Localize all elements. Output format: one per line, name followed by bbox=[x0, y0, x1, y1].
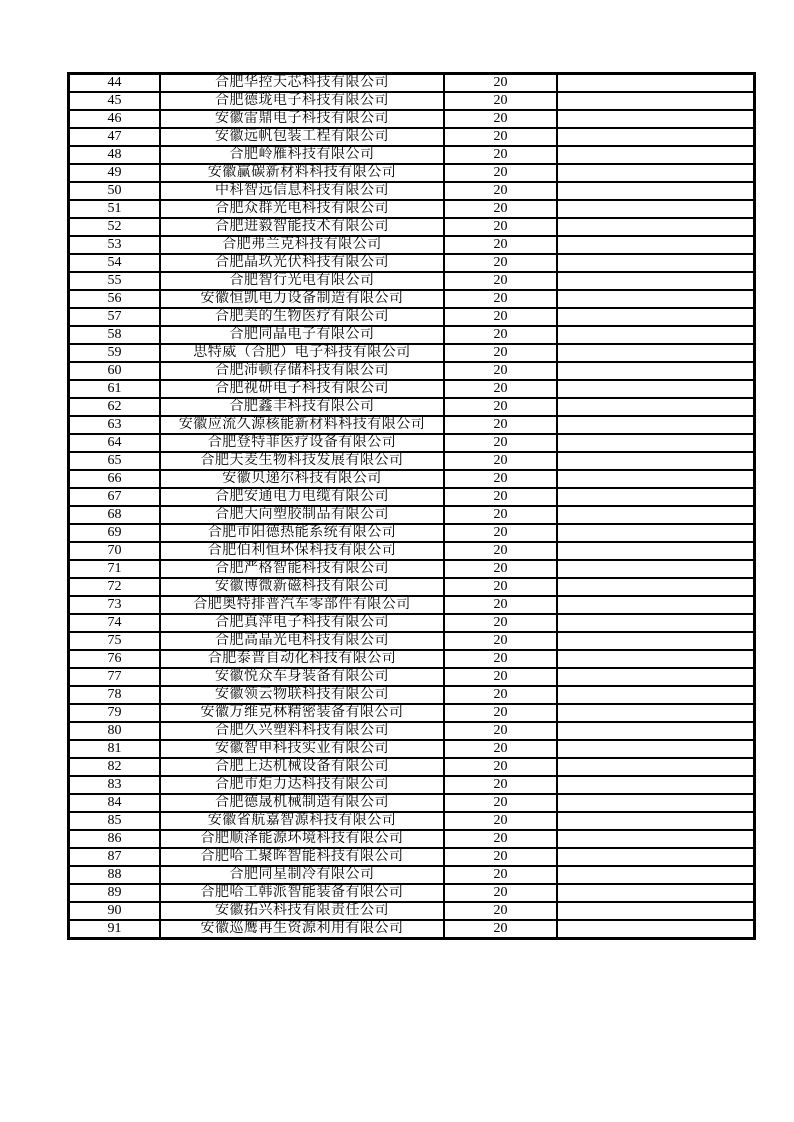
company-name-cell: 合肥同星制冷有限公司 bbox=[160, 866, 444, 884]
table-row bbox=[69, 776, 755, 794]
remark-cell bbox=[557, 812, 755, 830]
company-name-cell: 合肥华控天芯科技有限公司 bbox=[160, 74, 444, 93]
table-row bbox=[69, 830, 755, 848]
company-name-cell: 安徽悦众车身装备有限公司 bbox=[160, 668, 444, 686]
value-cell: 20 bbox=[444, 434, 557, 452]
company-name-cell: 安徽拓兴科技有限责任公司 bbox=[160, 902, 444, 920]
remark-cell bbox=[557, 830, 755, 848]
value-cell: 20 bbox=[444, 470, 557, 488]
table-row bbox=[69, 614, 755, 632]
value-cell: 20 bbox=[444, 542, 557, 560]
company-name-cell: 合肥德珑电子科技有限公司 bbox=[160, 92, 444, 110]
table-row bbox=[69, 164, 755, 182]
row-number-cell: 69 bbox=[69, 524, 161, 542]
company-name-cell: 安徽远帆包装工程有限公司 bbox=[160, 128, 444, 146]
value-cell: 20 bbox=[444, 794, 557, 812]
table-row bbox=[69, 200, 755, 218]
remark-cell bbox=[557, 704, 755, 722]
table-row bbox=[69, 668, 755, 686]
table-row bbox=[69, 308, 755, 326]
value-cell: 20 bbox=[444, 272, 557, 290]
table-row bbox=[69, 794, 755, 812]
row-number-cell: 65 bbox=[69, 452, 161, 470]
value-cell: 20 bbox=[444, 686, 557, 704]
remark-cell bbox=[557, 164, 755, 182]
company-name-cell: 安徽万维克林精密装备有限公司 bbox=[160, 704, 444, 722]
value-cell: 20 bbox=[444, 452, 557, 470]
company-name-cell: 合肥美的生物医疗有限公司 bbox=[160, 308, 444, 326]
table-row bbox=[69, 74, 755, 93]
table-row bbox=[69, 848, 755, 866]
row-number-cell: 86 bbox=[69, 830, 161, 848]
table-row bbox=[69, 596, 755, 614]
company-name-cell: 安徽博微新磁科技有限公司 bbox=[160, 578, 444, 596]
remark-cell bbox=[557, 362, 755, 380]
remark-cell bbox=[557, 470, 755, 488]
row-number-cell: 73 bbox=[69, 596, 161, 614]
remark-cell bbox=[557, 614, 755, 632]
row-number-cell: 71 bbox=[69, 560, 161, 578]
value-cell: 20 bbox=[444, 128, 557, 146]
table-row bbox=[69, 812, 755, 830]
row-number-cell: 66 bbox=[69, 470, 161, 488]
table-row bbox=[69, 398, 755, 416]
value-cell: 20 bbox=[444, 920, 557, 939]
value-cell: 20 bbox=[444, 740, 557, 758]
remark-cell bbox=[557, 902, 755, 920]
company-name-cell: 合肥安通电力电缆有限公司 bbox=[160, 488, 444, 506]
remark-cell bbox=[557, 200, 755, 218]
value-cell: 20 bbox=[444, 344, 557, 362]
value-cell: 20 bbox=[444, 578, 557, 596]
value-cell: 20 bbox=[444, 524, 557, 542]
row-number-cell: 60 bbox=[69, 362, 161, 380]
value-cell: 20 bbox=[444, 164, 557, 182]
row-number-cell: 77 bbox=[69, 668, 161, 686]
table-row bbox=[69, 416, 755, 434]
table-row bbox=[69, 866, 755, 884]
row-number-cell: 75 bbox=[69, 632, 161, 650]
row-number-cell: 84 bbox=[69, 794, 161, 812]
company-name-cell: 合肥沛顿存储科技有限公司 bbox=[160, 362, 444, 380]
remark-cell bbox=[557, 146, 755, 164]
value-cell: 20 bbox=[444, 560, 557, 578]
value-cell: 20 bbox=[444, 506, 557, 524]
table-row bbox=[69, 110, 755, 128]
company-name-cell: 合肥晶玖光伏科技有限公司 bbox=[160, 254, 444, 272]
company-name-cell: 合肥德晟机械制造有限公司 bbox=[160, 794, 444, 812]
table-row bbox=[69, 146, 755, 164]
row-number-cell: 90 bbox=[69, 902, 161, 920]
value-cell: 20 bbox=[444, 650, 557, 668]
table-row bbox=[69, 902, 755, 920]
value-cell: 20 bbox=[444, 326, 557, 344]
row-number-cell: 49 bbox=[69, 164, 161, 182]
value-cell: 20 bbox=[444, 362, 557, 380]
company-name-cell: 安徽领云物联科技有限公司 bbox=[160, 686, 444, 704]
remark-cell bbox=[557, 524, 755, 542]
table-row bbox=[69, 542, 755, 560]
table-row bbox=[69, 254, 755, 272]
remark-cell bbox=[557, 578, 755, 596]
remark-cell bbox=[557, 758, 755, 776]
table-row bbox=[69, 920, 755, 939]
value-cell: 20 bbox=[444, 722, 557, 740]
remark-cell bbox=[557, 416, 755, 434]
row-number-cell: 80 bbox=[69, 722, 161, 740]
company-name-cell: 安徽雷鼎电子科技有限公司 bbox=[160, 110, 444, 128]
row-number-cell: 81 bbox=[69, 740, 161, 758]
row-number-cell: 64 bbox=[69, 434, 161, 452]
row-number-cell: 44 bbox=[69, 74, 161, 93]
company-name-cell: 合肥鑫丰科技有限公司 bbox=[160, 398, 444, 416]
company-name-cell: 合肥市阳德热能系统有限公司 bbox=[160, 524, 444, 542]
row-number-cell: 46 bbox=[69, 110, 161, 128]
row-number-cell: 58 bbox=[69, 326, 161, 344]
company-name-cell: 合肥市炬力达科技有限公司 bbox=[160, 776, 444, 794]
value-cell: 20 bbox=[444, 704, 557, 722]
remark-cell bbox=[557, 92, 755, 110]
row-number-cell: 47 bbox=[69, 128, 161, 146]
row-number-cell: 68 bbox=[69, 506, 161, 524]
row-number-cell: 57 bbox=[69, 308, 161, 326]
row-number-cell: 63 bbox=[69, 416, 161, 434]
table-row bbox=[69, 740, 755, 758]
value-cell: 20 bbox=[444, 146, 557, 164]
table-row bbox=[69, 182, 755, 200]
value-cell: 20 bbox=[444, 830, 557, 848]
company-name-cell: 合肥哈工聚晖智能科技有限公司 bbox=[160, 848, 444, 866]
value-cell: 20 bbox=[444, 614, 557, 632]
table-row bbox=[69, 506, 755, 524]
value-cell: 20 bbox=[444, 308, 557, 326]
row-number-cell: 82 bbox=[69, 758, 161, 776]
table-row bbox=[69, 560, 755, 578]
company-name-cell: 合肥伯利恒环保科技有限公司 bbox=[160, 542, 444, 560]
row-number-cell: 52 bbox=[69, 218, 161, 236]
value-cell: 20 bbox=[444, 380, 557, 398]
remark-cell bbox=[557, 722, 755, 740]
remark-cell bbox=[557, 920, 755, 939]
row-number-cell: 83 bbox=[69, 776, 161, 794]
value-cell: 20 bbox=[444, 596, 557, 614]
table-row bbox=[69, 344, 755, 362]
remark-cell bbox=[557, 686, 755, 704]
value-cell: 20 bbox=[444, 812, 557, 830]
company-name-cell: 安徽应流久源核能新材料科技有限公司 bbox=[160, 416, 444, 434]
table-row bbox=[69, 452, 755, 470]
value-cell: 20 bbox=[444, 758, 557, 776]
company-name-cell: 安徽恒凯电力设备制造有限公司 bbox=[160, 290, 444, 308]
value-cell: 20 bbox=[444, 398, 557, 416]
value-cell: 20 bbox=[444, 200, 557, 218]
row-number-cell: 50 bbox=[69, 182, 161, 200]
value-cell: 20 bbox=[444, 884, 557, 902]
remark-cell bbox=[557, 218, 755, 236]
table-row bbox=[69, 128, 755, 146]
table-row bbox=[69, 272, 755, 290]
remark-cell bbox=[557, 740, 755, 758]
table-row bbox=[69, 488, 755, 506]
company-name-cell: 合肥高晶光电科技有限公司 bbox=[160, 632, 444, 650]
value-cell: 20 bbox=[444, 848, 557, 866]
value-cell: 20 bbox=[444, 488, 557, 506]
remark-cell bbox=[557, 596, 755, 614]
table-row bbox=[69, 578, 755, 596]
row-number-cell: 87 bbox=[69, 848, 161, 866]
row-number-cell: 67 bbox=[69, 488, 161, 506]
table-row bbox=[69, 380, 755, 398]
remark-cell bbox=[557, 848, 755, 866]
row-number-cell: 78 bbox=[69, 686, 161, 704]
value-cell: 20 bbox=[444, 110, 557, 128]
value-cell: 20 bbox=[444, 254, 557, 272]
company-name-cell: 合肥众群光电科技有限公司 bbox=[160, 200, 444, 218]
row-number-cell: 62 bbox=[69, 398, 161, 416]
row-number-cell: 56 bbox=[69, 290, 161, 308]
company-name-cell: 合肥大向塑胶制品有限公司 bbox=[160, 506, 444, 524]
company-name-cell: 合肥真萍电子科技有限公司 bbox=[160, 614, 444, 632]
company-name-cell: 安徽贝递尔科技有限公司 bbox=[160, 470, 444, 488]
row-number-cell: 88 bbox=[69, 866, 161, 884]
company-name-cell: 安徽赢碳新材料科技有限公司 bbox=[160, 164, 444, 182]
table-row bbox=[69, 362, 755, 380]
remark-cell bbox=[557, 776, 755, 794]
remark-cell bbox=[557, 110, 755, 128]
value-cell: 20 bbox=[444, 866, 557, 884]
table-row bbox=[69, 434, 755, 452]
table-row bbox=[69, 470, 755, 488]
company-name-cell: 合肥泰晋自动化科技有限公司 bbox=[160, 650, 444, 668]
remark-cell bbox=[557, 488, 755, 506]
row-number-cell: 70 bbox=[69, 542, 161, 560]
table-row bbox=[69, 92, 755, 110]
remark-cell bbox=[557, 398, 755, 416]
row-number-cell: 72 bbox=[69, 578, 161, 596]
remark-cell bbox=[557, 74, 755, 93]
company-name-cell: 合肥岭雁科技有限公司 bbox=[160, 146, 444, 164]
company-name-cell: 合肥哈工韩派智能装备有限公司 bbox=[160, 884, 444, 902]
remark-cell bbox=[557, 344, 755, 362]
table-row bbox=[69, 704, 755, 722]
remark-cell bbox=[557, 632, 755, 650]
company-name-cell: 合肥同晶电子有限公司 bbox=[160, 326, 444, 344]
value-cell: 20 bbox=[444, 182, 557, 200]
table-row bbox=[69, 218, 755, 236]
value-cell: 20 bbox=[444, 902, 557, 920]
remark-cell bbox=[557, 236, 755, 254]
company-name-cell: 合肥久兴塑料科技有限公司 bbox=[160, 722, 444, 740]
company-roster-body bbox=[69, 74, 755, 939]
company-name-cell: 安徽巡鹰再生资源利用有限公司 bbox=[160, 920, 444, 939]
remark-cell bbox=[557, 272, 755, 290]
remark-cell bbox=[557, 182, 755, 200]
value-cell: 20 bbox=[444, 416, 557, 434]
row-number-cell: 48 bbox=[69, 146, 161, 164]
company-name-cell: 合肥天麦生物科技发展有限公司 bbox=[160, 452, 444, 470]
table-row bbox=[69, 632, 755, 650]
remark-cell bbox=[557, 506, 755, 524]
value-cell: 20 bbox=[444, 236, 557, 254]
row-number-cell: 45 bbox=[69, 92, 161, 110]
company-name-cell: 思特威（合肥）电子科技有限公司 bbox=[160, 344, 444, 362]
row-number-cell: 89 bbox=[69, 884, 161, 902]
company-name-cell: 合肥弗兰克科技有限公司 bbox=[160, 236, 444, 254]
row-number-cell: 55 bbox=[69, 272, 161, 290]
value-cell: 20 bbox=[444, 92, 557, 110]
remark-cell bbox=[557, 542, 755, 560]
value-cell: 20 bbox=[444, 74, 557, 93]
row-number-cell: 74 bbox=[69, 614, 161, 632]
remark-cell bbox=[557, 866, 755, 884]
row-number-cell: 59 bbox=[69, 344, 161, 362]
company-name-cell: 合肥上达机械设备有限公司 bbox=[160, 758, 444, 776]
remark-cell bbox=[557, 326, 755, 344]
value-cell: 20 bbox=[444, 290, 557, 308]
row-number-cell: 76 bbox=[69, 650, 161, 668]
remark-cell bbox=[557, 560, 755, 578]
company-name-cell: 合肥进毅智能技术有限公司 bbox=[160, 218, 444, 236]
company-roster-table bbox=[67, 72, 756, 940]
remark-cell bbox=[557, 290, 755, 308]
company-name-cell: 安徽省航嘉智源科技有限公司 bbox=[160, 812, 444, 830]
remark-cell bbox=[557, 128, 755, 146]
remark-cell bbox=[557, 452, 755, 470]
table-row bbox=[69, 686, 755, 704]
row-number-cell: 79 bbox=[69, 704, 161, 722]
remark-cell bbox=[557, 794, 755, 812]
row-number-cell: 51 bbox=[69, 200, 161, 218]
remark-cell bbox=[557, 668, 755, 686]
table-row bbox=[69, 236, 755, 254]
remark-cell bbox=[557, 650, 755, 668]
remark-cell bbox=[557, 434, 755, 452]
table-row bbox=[69, 650, 755, 668]
company-name-cell: 合肥严格智能科技有限公司 bbox=[160, 560, 444, 578]
company-name-cell: 中科智远信息科技有限公司 bbox=[160, 182, 444, 200]
company-name-cell: 合肥奥特排普汽车零部件有限公司 bbox=[160, 596, 444, 614]
table-row bbox=[69, 758, 755, 776]
table-row bbox=[69, 326, 755, 344]
row-number-cell: 53 bbox=[69, 236, 161, 254]
value-cell: 20 bbox=[444, 668, 557, 686]
value-cell: 20 bbox=[444, 218, 557, 236]
company-name-cell: 合肥智行光电有限公司 bbox=[160, 272, 444, 290]
row-number-cell: 91 bbox=[69, 920, 161, 939]
company-name-cell: 合肥视研电子科技有限公司 bbox=[160, 380, 444, 398]
table-row bbox=[69, 524, 755, 542]
remark-cell bbox=[557, 308, 755, 326]
value-cell: 20 bbox=[444, 776, 557, 794]
remark-cell bbox=[557, 884, 755, 902]
row-number-cell: 61 bbox=[69, 380, 161, 398]
remark-cell bbox=[557, 254, 755, 272]
table-row bbox=[69, 884, 755, 902]
company-name-cell: 安徽智申科技实业有限公司 bbox=[160, 740, 444, 758]
table-row bbox=[69, 290, 755, 308]
value-cell: 20 bbox=[444, 632, 557, 650]
table-row bbox=[69, 722, 755, 740]
company-name-cell: 合肥登特菲医疗设备有限公司 bbox=[160, 434, 444, 452]
row-number-cell: 85 bbox=[69, 812, 161, 830]
row-number-cell: 54 bbox=[69, 254, 161, 272]
remark-cell bbox=[557, 380, 755, 398]
company-name-cell: 合肥顺泽能源环境科技有限公司 bbox=[160, 830, 444, 848]
